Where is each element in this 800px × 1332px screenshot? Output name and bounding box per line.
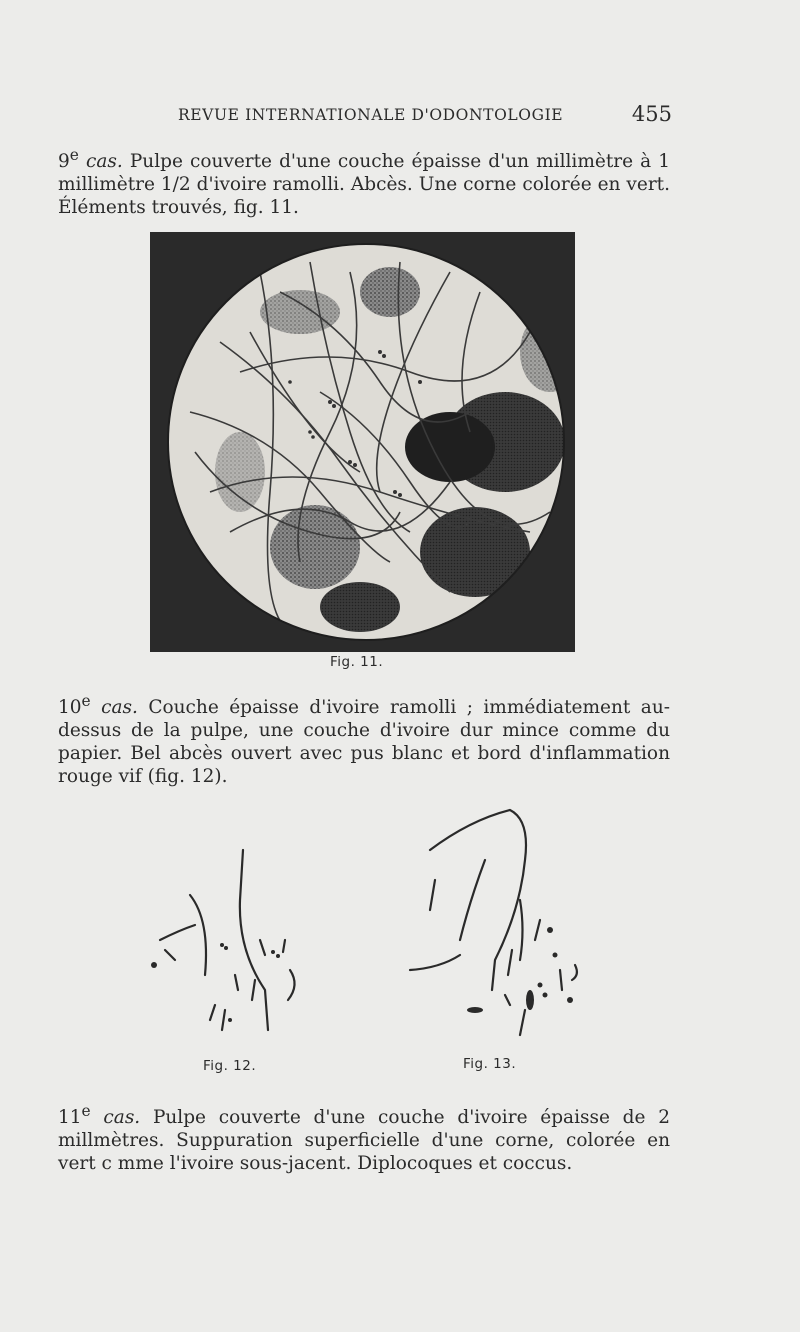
page-number: 455 (631, 102, 672, 126)
micrograph-illustration (150, 232, 575, 652)
figure-13-sketch (400, 800, 600, 1040)
case-9-text: Pulpe couverte d'une couche épaisse d'un millimètre à 1 millimètre 1/2 d'ivoire ramolli. Abcès. Une corne colorée en vert. Éléments trouvés, fig. 11. (58, 151, 670, 219)
case-10-text: Couche épaisse d'ivoire ramolli ; immédiatement au-dessus de la pulpe, une couche d'ivoire dur mince comme du papier. Bel abcès ouvert avec pus blanc et bord d'inflammation rouge vif (fig. 12). (58, 697, 670, 788)
case-11-suffix: e (81, 1102, 91, 1120)
figure-11-micrograph (150, 232, 575, 652)
case-9-paragraph (58, 144, 670, 219)
case-10-label: cas. (101, 697, 138, 719)
case-11-label: cas. (103, 1107, 141, 1129)
case-9-number: 9 (58, 151, 70, 173)
case-11-paragraph (58, 1100, 670, 1175)
case-11-text: Pulpe couverte d'une couche d'ivoire épaisse de 2 millmètres. Suppuration superficielle d'une corne, colorée en vert c mme l'ivoire sous-jacent. Diplocoques et coccus. (58, 1107, 670, 1175)
figure-12-caption: Fig. 12. (203, 1058, 257, 1074)
case-9-label: cas. (85, 151, 123, 173)
figure-11-caption: Fig. 11. (330, 654, 384, 670)
case-11-number: 11 (58, 1107, 82, 1129)
case-10-paragraph (58, 690, 670, 788)
case-9-suffix: e (69, 146, 79, 164)
running-header (60, 104, 672, 130)
figure-13-caption: Fig. 13. (463, 1056, 517, 1072)
case-10-number: 10 (58, 697, 82, 719)
figure-12-sketch (140, 840, 320, 1040)
journal-title: REVUE INTERNATIONALE D'ODONTOLOGIE (178, 106, 564, 124)
case-10-suffix: e (81, 692, 91, 710)
